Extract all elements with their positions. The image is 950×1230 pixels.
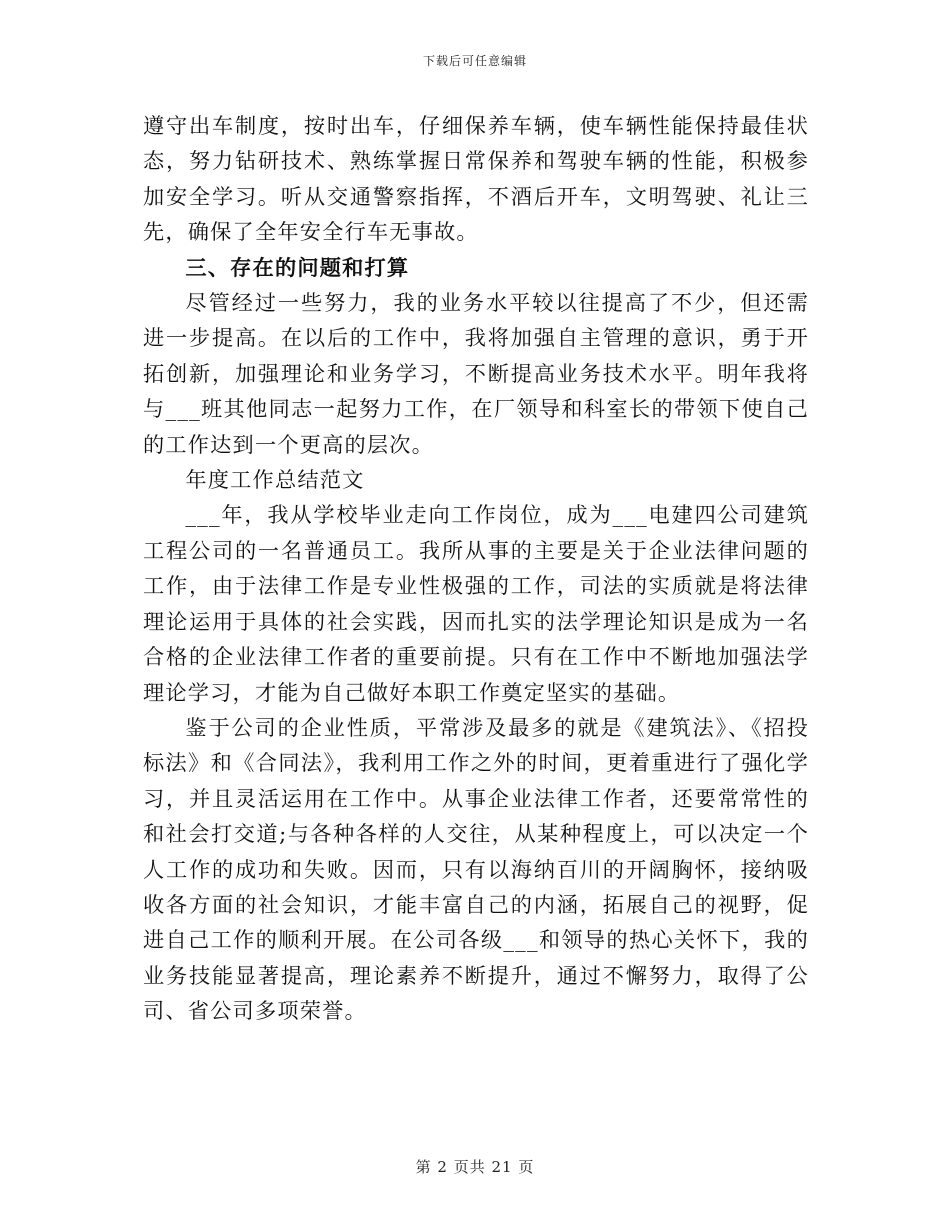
- document-body: [143, 108, 809, 1029]
- subtitle-annual-summary: 年度工作总结范文: [185, 467, 365, 493]
- paragraph-improvement-plan: 尽管经过一些努力，我的业务水平较以往提高了不少，但还需进一步提高。在以后的工作中，我将加强自主管理的意识，勇于开拓创新，加强理论和业务学习，不断提高业务技术水平。明年我将与___班其他同志一起努力工作，在厂领导和科室长的带领下使自己的工作达到一个更高的层次。: [143, 290, 809, 457]
- paragraph-safe-driving: 遵守出车制度，按时出车，仔细保养车辆，使车辆性能保持最佳状态，努力钻研技术、熟练掌握日常保养和驾驶车辆的性能，积极参加安全学习。听从交通警察指挥，不酒后开车，文明驾驶、礼让三先，确保了全年安全行车无事故。: [143, 113, 809, 245]
- page-number-footer: 第 2 页共 21 页: [415, 1158, 535, 1176]
- paragraph-legal-work: ___年，我从学校毕业走向工作岗位，成为___电建四公司建筑工程公司的一名普通员工。我所从事的主要是关于企业法律问题的工作，由于法律工作是专业性极强的工作，司法的实质就是将法律理论运用于具体的社会实践，因而扎实的法学理论知识是成为一名合格的企业法律工作者的重要前提。只有在工作中不断地加强法学理论学习，才能为自己做好本职工作奠定坚实的基础。: [143, 502, 809, 705]
- page-header: 下载后可任意编辑: [422, 54, 527, 68]
- paragraph-company-laws: 鉴于公司的企业性质，平常涉及最多的就是《建筑法》、《招投标法》和《合同法》，我利用工作之外的时间，更着重进行了强化学习，并且灵活运用在工作中。从事企业法律工作者，还要常常性的和社会打交道;与各种各样的人交往，从某种程度上，可以决定一个人工作的成功和失败。因而，只有以海纳百川的开阔胸怀，接纳吸收各方面的社会知识，才能丰富自己的内涵，拓展自己的视野，促进自己工作的顺利开展。在公司各级___和领导的热心关怀下，我的业务技能显著提高，理论素养不断提升，通过不懈努力，取得了公司、省公司多项荣誉。: [143, 714, 809, 1024]
- section-heading-problems-plans: 三、存在的问题和打算: [185, 254, 410, 280]
